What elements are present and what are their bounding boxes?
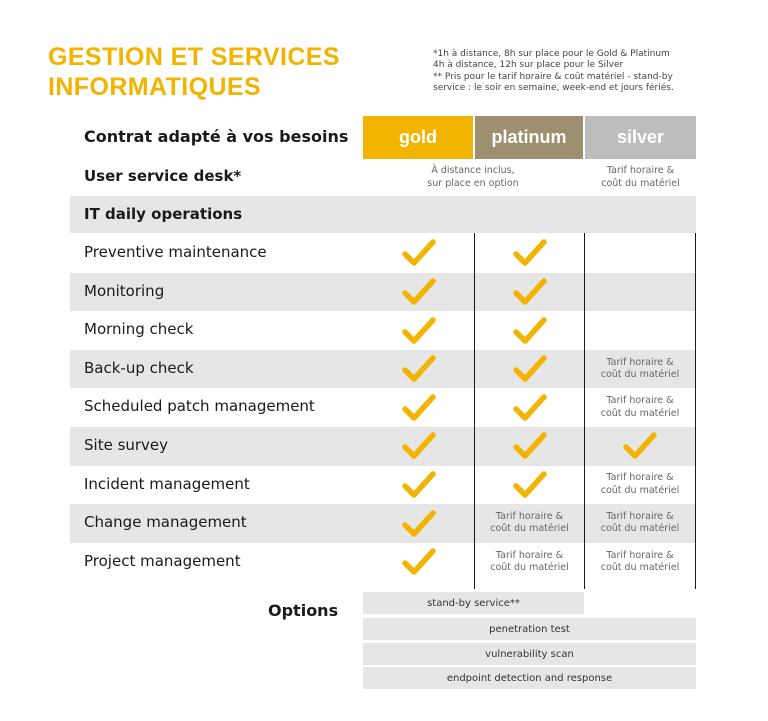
check-icon: [510, 430, 550, 462]
user-desk-silver: [585, 160, 696, 195]
tarif-line-1: Tarif horaire &: [606, 549, 674, 561]
check-icon: [510, 392, 550, 424]
user-desk-gold-platinum: [363, 160, 583, 195]
footnote: [433, 49, 723, 95]
row-label: Morning check: [84, 320, 194, 339]
option-penetration-test: penetration test: [363, 618, 696, 640]
row-label: Scheduled patch management: [84, 397, 315, 416]
check-icon: [399, 315, 439, 347]
row-label: Back-up check: [84, 358, 194, 377]
column-divider-gold-platinum: [474, 233, 475, 589]
tarif-line-2: coût du matériel: [600, 407, 680, 419]
row-label: Change management: [84, 513, 247, 532]
header-platinum: platinum: [475, 116, 583, 159]
header-silver: silver: [585, 116, 696, 159]
tarif-note: [585, 466, 695, 505]
check-icon: [510, 237, 550, 269]
tarif-note: [475, 504, 584, 543]
tarif-line-2: coût du matériel: [600, 484, 680, 496]
tarif-note: [475, 543, 584, 582]
row-label: Project management: [84, 551, 241, 570]
tarif-note: [585, 504, 695, 543]
footnote-line-2: 4h à distance, 12h sur place pour le Silver: [433, 60, 624, 71]
tarif-line-2: coût du matériel: [600, 523, 680, 535]
header-label: Contrat adapté à vos besoins: [84, 127, 349, 146]
user-desk-gold-platinum-line-1: À distance inclus,: [431, 165, 515, 176]
check-icon: [510, 469, 550, 501]
column-divider-silver-right: [695, 233, 696, 589]
check-icon: [399, 276, 439, 308]
footnote-line-1: *1h à distance, 8h sur place pour le Gold & Platinum: [433, 49, 670, 59]
footnote-line-3: ** Pris pour le tarif horaire & coût matériel - stand-by: [433, 71, 673, 82]
check-icon: [510, 315, 550, 347]
option-vulnerability-scan: vulnerability scan: [363, 643, 696, 665]
user-desk-silver-line-2: coût du matériel: [601, 177, 680, 189]
tarif-line-1: Tarif horaire &: [606, 356, 674, 368]
column-divider-platinum-silver: [584, 233, 585, 589]
option-endpoint-detection: endpoint detection and response: [363, 667, 696, 689]
tarif-line-1: Tarif horaire &: [606, 510, 674, 522]
tarif-line-2: coût du matériel: [600, 562, 680, 574]
tarif-line-1: Tarif horaire &: [495, 549, 564, 561]
tarif-line-2: coût du matériel: [600, 369, 680, 381]
tarif-line-1: Tarif horaire &: [495, 510, 564, 522]
tarif-line-2: coût du matériel: [490, 523, 569, 535]
section-label: IT daily operations: [84, 205, 243, 223]
check-icon: [510, 353, 550, 385]
header-gold: gold: [363, 116, 473, 159]
row-label: Site survey: [84, 436, 169, 454]
title-line-2: INFORMATIQUES: [48, 73, 262, 101]
check-icon: [399, 237, 439, 269]
tarif-line-2: coût du matériel: [490, 562, 569, 574]
tarif-note: [585, 543, 695, 582]
row-label: Monitoring: [84, 281, 165, 300]
row-label: Preventive maintenance: [84, 243, 267, 261]
footnote-line-4: service : le soir en semaine, week-end et jours fériés.: [433, 83, 674, 94]
title-line-1: GESTION ET SERVICES: [48, 43, 340, 71]
tarif-note: [585, 350, 695, 389]
check-icon: [399, 508, 439, 540]
user-desk-label: User service desk*: [84, 167, 242, 185]
check-icon: [399, 469, 439, 501]
user-desk-gold-platinum-line-2: sur place en option: [427, 177, 519, 189]
row-label: Incident management: [84, 474, 250, 493]
check-icon: [510, 276, 550, 308]
tarif-note: [585, 388, 695, 427]
tarif-line-1: Tarif horaire &: [606, 395, 674, 407]
page-title: [48, 42, 340, 102]
options-label: Options: [268, 601, 339, 620]
check-icon: [399, 546, 439, 578]
check-icon: [399, 430, 439, 462]
user-desk-silver-line-1: Tarif horaire &: [606, 165, 675, 176]
check-icon: [620, 430, 660, 462]
check-icon: [399, 353, 439, 385]
check-icon: [399, 392, 439, 424]
tarif-line-1: Tarif horaire &: [606, 472, 674, 484]
option-standby-service: stand-by service**: [363, 592, 584, 614]
